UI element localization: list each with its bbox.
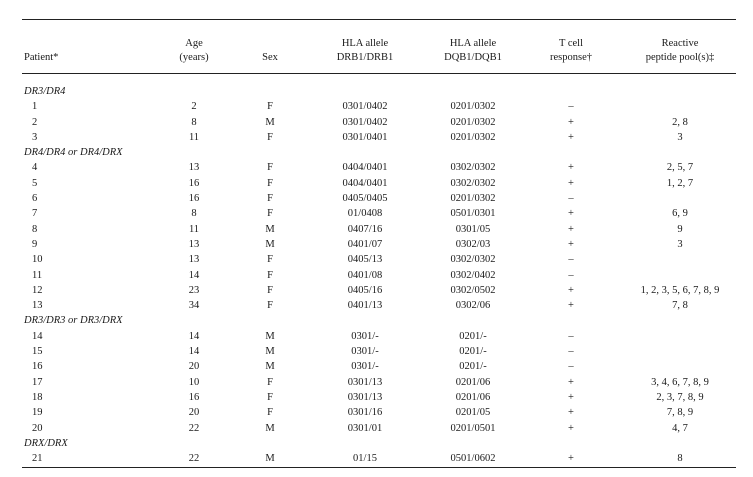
table-row (0, 451, 753, 466)
bottom-rule (22, 467, 736, 468)
dqb1-allele-cell: 0501/0602 (450, 453, 496, 465)
age-cell: 10 (188, 376, 200, 388)
dqb1-allele-cell: 0302/0402 (450, 269, 496, 281)
sex-cell: M (265, 238, 275, 250)
drb1-allele-cell: 0407/16 (347, 223, 383, 235)
reactive-pools-cell: 9 (677, 223, 683, 235)
dqb1-allele-cell: 0302/06 (455, 300, 491, 312)
table-body (0, 84, 753, 466)
table-row (0, 176, 753, 191)
drb1-allele-cell: 0301/0401 (342, 131, 388, 143)
drb1-allele-cell: 0301/- (351, 330, 379, 342)
group-label: DR3/DR3 or DR3/DRX (24, 315, 123, 327)
drb1-allele-cell: 0404/0401 (342, 162, 388, 174)
table-row (0, 99, 753, 114)
header-drb (310, 37, 420, 65)
sex-cell: F (267, 284, 273, 296)
reactive-pools-cell: 1, 2, 3, 5, 6, 7, 8, 9 (640, 284, 720, 296)
table-row (0, 344, 753, 359)
sex-cell: F (267, 177, 273, 189)
header-drb-line1: HLA allele (341, 38, 389, 49)
t-cell-response-cell: + (568, 300, 574, 312)
drb1-allele-cell: 0401/13 (347, 300, 383, 312)
age-cell: 16 (188, 177, 200, 189)
header-sex-label: Sex (262, 52, 278, 63)
sex-cell: F (267, 376, 273, 388)
patient-cell: 3 (32, 131, 38, 143)
dqb1-allele-cell: 0302/0302 (450, 254, 496, 266)
t-cell-response-cell: + (568, 238, 574, 250)
patient-cell: 6 (32, 193, 38, 205)
table-row (0, 160, 753, 175)
t-cell-response-cell: + (568, 284, 574, 296)
patient-cell: 1 (32, 101, 38, 113)
patient-cell: 15 (32, 346, 43, 358)
table-row (0, 390, 753, 405)
dqb1-allele-cell: 0201/0302 (450, 193, 496, 205)
dqb1-allele-cell: 0302/0302 (450, 177, 496, 189)
patient-cell: 4 (32, 162, 38, 174)
age-cell: 16 (188, 193, 200, 205)
patient-cell: 12 (32, 284, 43, 296)
sex-cell: F (267, 300, 273, 312)
header-rule (22, 73, 736, 74)
drb1-allele-cell: 0405/0405 (342, 193, 388, 205)
header-dqb-line1: HLA allele (449, 38, 497, 49)
sex-cell: F (267, 208, 273, 220)
table-row (0, 222, 753, 237)
dqb1-allele-cell: 0201/- (459, 361, 487, 373)
t-cell-response-cell: – (568, 101, 574, 113)
group-header-row (0, 313, 753, 328)
header-dqb-line2: DQB1/DQB1 (444, 52, 502, 63)
sex-cell: M (265, 116, 275, 128)
t-cell-response-cell: + (568, 407, 574, 419)
t-cell-response-cell: – (568, 193, 574, 205)
drb1-allele-cell: 0301/16 (347, 407, 383, 419)
age-cell: 8 (191, 116, 197, 128)
dqb1-allele-cell: 0201/0302 (450, 116, 496, 128)
top-rule (22, 19, 736, 20)
table-row (0, 237, 753, 252)
t-cell-response-cell: + (568, 376, 574, 388)
patient-cell: 7 (32, 208, 38, 220)
group-header-row (0, 145, 753, 160)
sex-cell: M (265, 453, 275, 465)
age-cell: 23 (188, 284, 200, 296)
age-cell: 14 (188, 346, 200, 358)
table-row (0, 268, 753, 283)
header-patient-label: Patient* (24, 52, 59, 63)
dqb1-allele-cell: 0201/- (459, 346, 487, 358)
age-cell: 34 (188, 300, 200, 312)
patient-cell: 8 (32, 223, 38, 235)
age-cell: 8 (191, 208, 197, 220)
table-row (0, 298, 753, 313)
reactive-pools-cell: 1, 2, 7 (666, 177, 694, 189)
t-cell-response-cell: – (568, 330, 574, 342)
t-cell-response-cell: – (568, 254, 574, 266)
sex-cell: F (267, 391, 273, 403)
reactive-pools-cell: 7, 8 (672, 300, 688, 312)
t-cell-response-cell: + (568, 131, 574, 143)
sex-cell: M (265, 330, 275, 342)
table-row (0, 421, 753, 436)
patient-cell: 10 (32, 254, 43, 266)
group-label: DRX/DRX (24, 437, 68, 449)
table-row (0, 283, 753, 298)
header-pool-line2: peptide pool(s)‡ (645, 52, 715, 63)
header-pool-line1: Reactive (661, 38, 699, 49)
sex-cell: F (267, 254, 273, 266)
t-cell-response-cell: + (568, 162, 574, 174)
sex-cell: M (265, 361, 275, 373)
patient-cell: 19 (32, 407, 43, 419)
reactive-pools-cell: 3 (677, 238, 683, 250)
age-cell: 13 (188, 162, 200, 174)
sex-cell: F (267, 162, 273, 174)
drb1-allele-cell: 0401/08 (347, 269, 383, 281)
drb1-allele-cell: 0301/13 (347, 376, 383, 388)
t-cell-response-cell: + (568, 208, 574, 220)
sex-cell: M (265, 422, 275, 434)
group-label: DR4/DR4 or DR4/DRX (24, 147, 123, 159)
table-row (0, 375, 753, 390)
drb1-allele-cell: 01/0408 (347, 208, 383, 220)
patient-cell: 18 (32, 391, 43, 403)
patient-cell: 16 (32, 361, 43, 373)
table-row (0, 405, 753, 420)
drb1-allele-cell: 0301/- (351, 361, 379, 373)
age-cell: 11 (188, 223, 200, 235)
drb1-allele-cell: 0301/0402 (342, 116, 388, 128)
dqb1-allele-cell: 0302/03 (455, 238, 491, 250)
patient-cell: 17 (32, 376, 43, 388)
sex-cell: F (267, 101, 273, 113)
drb1-allele-cell: 0405/13 (347, 254, 383, 266)
age-cell: 13 (188, 254, 200, 266)
drb1-allele-cell: 0301/13 (347, 391, 383, 403)
patient-cell: 9 (32, 238, 38, 250)
drb1-allele-cell: 0301/- (351, 346, 379, 358)
age-cell: 16 (188, 391, 200, 403)
sex-cell: F (267, 269, 273, 281)
header-tcell-line1: T cell (558, 38, 583, 49)
table-row (0, 130, 753, 145)
sex-cell: M (265, 346, 275, 358)
patient-cell: 2 (32, 116, 38, 128)
group-header-row (0, 436, 753, 451)
table-row (0, 329, 753, 344)
age-cell: 13 (188, 238, 200, 250)
t-cell-response-cell: + (568, 391, 574, 403)
reactive-pools-cell: 2, 3, 7, 8, 9 (656, 391, 704, 403)
t-cell-response-cell: + (568, 116, 574, 128)
reactive-pools-cell: 2, 5, 7 (666, 162, 694, 174)
dqb1-allele-cell: 0201/0302 (450, 101, 496, 113)
t-cell-response-cell: + (568, 422, 574, 434)
dqb1-allele-cell: 0201/- (459, 330, 487, 342)
reactive-pools-cell: 7, 8, 9 (666, 407, 694, 419)
drb1-allele-cell: 0405/16 (347, 284, 383, 296)
header-sex (240, 51, 300, 65)
reactive-pools-cell: 3, 4, 6, 7, 8, 9 (651, 376, 709, 388)
dqb1-allele-cell: 0201/0501 (450, 422, 496, 434)
patient-cell: 20 (32, 422, 43, 434)
patient-cell: 13 (32, 300, 43, 312)
header-patient (24, 51, 58, 65)
drb1-allele-cell: 01/15 (353, 453, 377, 465)
reactive-pools-cell: 6, 9 (672, 208, 688, 220)
drb1-allele-cell: 0301/0402 (342, 101, 388, 113)
dqb1-allele-cell: 0201/0302 (450, 131, 496, 143)
header-drb-line2: DRB1/DRB1 (336, 52, 394, 63)
age-cell: 14 (188, 330, 200, 342)
reactive-pools-cell: 8 (677, 453, 683, 465)
patient-cell: 21 (32, 453, 43, 465)
table-row (0, 115, 753, 130)
reactive-pools-cell: 3 (677, 131, 683, 143)
sex-cell: F (267, 407, 273, 419)
dqb1-allele-cell: 0301/05 (455, 223, 491, 235)
table-row (0, 206, 753, 221)
age-cell: 22 (188, 422, 200, 434)
table-row (0, 252, 753, 267)
t-cell-response-cell: – (568, 361, 574, 373)
t-cell-response-cell: + (568, 223, 574, 235)
dqb1-allele-cell: 0501/0301 (450, 208, 496, 220)
age-cell: 20 (188, 361, 200, 373)
age-cell: 2 (191, 101, 197, 113)
sex-cell: F (267, 131, 273, 143)
group-header-row (0, 84, 753, 99)
patient-cell: 5 (32, 177, 38, 189)
patient-cell: 14 (32, 330, 43, 342)
age-cell: 20 (188, 407, 200, 419)
header-pool (612, 37, 748, 65)
drb1-allele-cell: 0301/01 (347, 422, 383, 434)
table-row (0, 359, 753, 374)
group-label: DR3/DR4 (24, 86, 66, 97)
dqb1-allele-cell: 0302/0502 (450, 284, 496, 296)
header-tcell (532, 37, 610, 65)
header-dqb (418, 37, 528, 65)
sex-cell: F (267, 193, 273, 205)
dqb1-allele-cell: 0201/05 (455, 407, 491, 419)
age-cell: 11 (188, 131, 200, 143)
header-age (170, 37, 218, 65)
reactive-pools-cell: 2, 8 (672, 116, 688, 128)
reactive-pools-cell: 4, 7 (672, 422, 688, 434)
drb1-allele-cell: 0401/07 (347, 238, 383, 250)
dqb1-allele-cell: 0201/06 (455, 391, 491, 403)
dqb1-allele-cell: 0302/0302 (450, 162, 496, 174)
patient-cell: 11 (32, 269, 43, 281)
header-age-line2: (years) (179, 52, 209, 63)
t-cell-response-cell: – (568, 346, 574, 358)
age-cell: 22 (188, 453, 200, 465)
header-tcell-line2: response† (550, 52, 592, 63)
sex-cell: M (265, 223, 275, 235)
t-cell-response-cell: + (568, 177, 574, 189)
t-cell-response-cell: + (568, 453, 574, 465)
age-cell: 14 (188, 269, 200, 281)
header-age-line1: Age (185, 38, 203, 49)
table-row (0, 191, 753, 206)
drb1-allele-cell: 0404/0401 (342, 177, 388, 189)
t-cell-response-cell: – (568, 269, 574, 281)
dqb1-allele-cell: 0201/06 (455, 376, 491, 388)
